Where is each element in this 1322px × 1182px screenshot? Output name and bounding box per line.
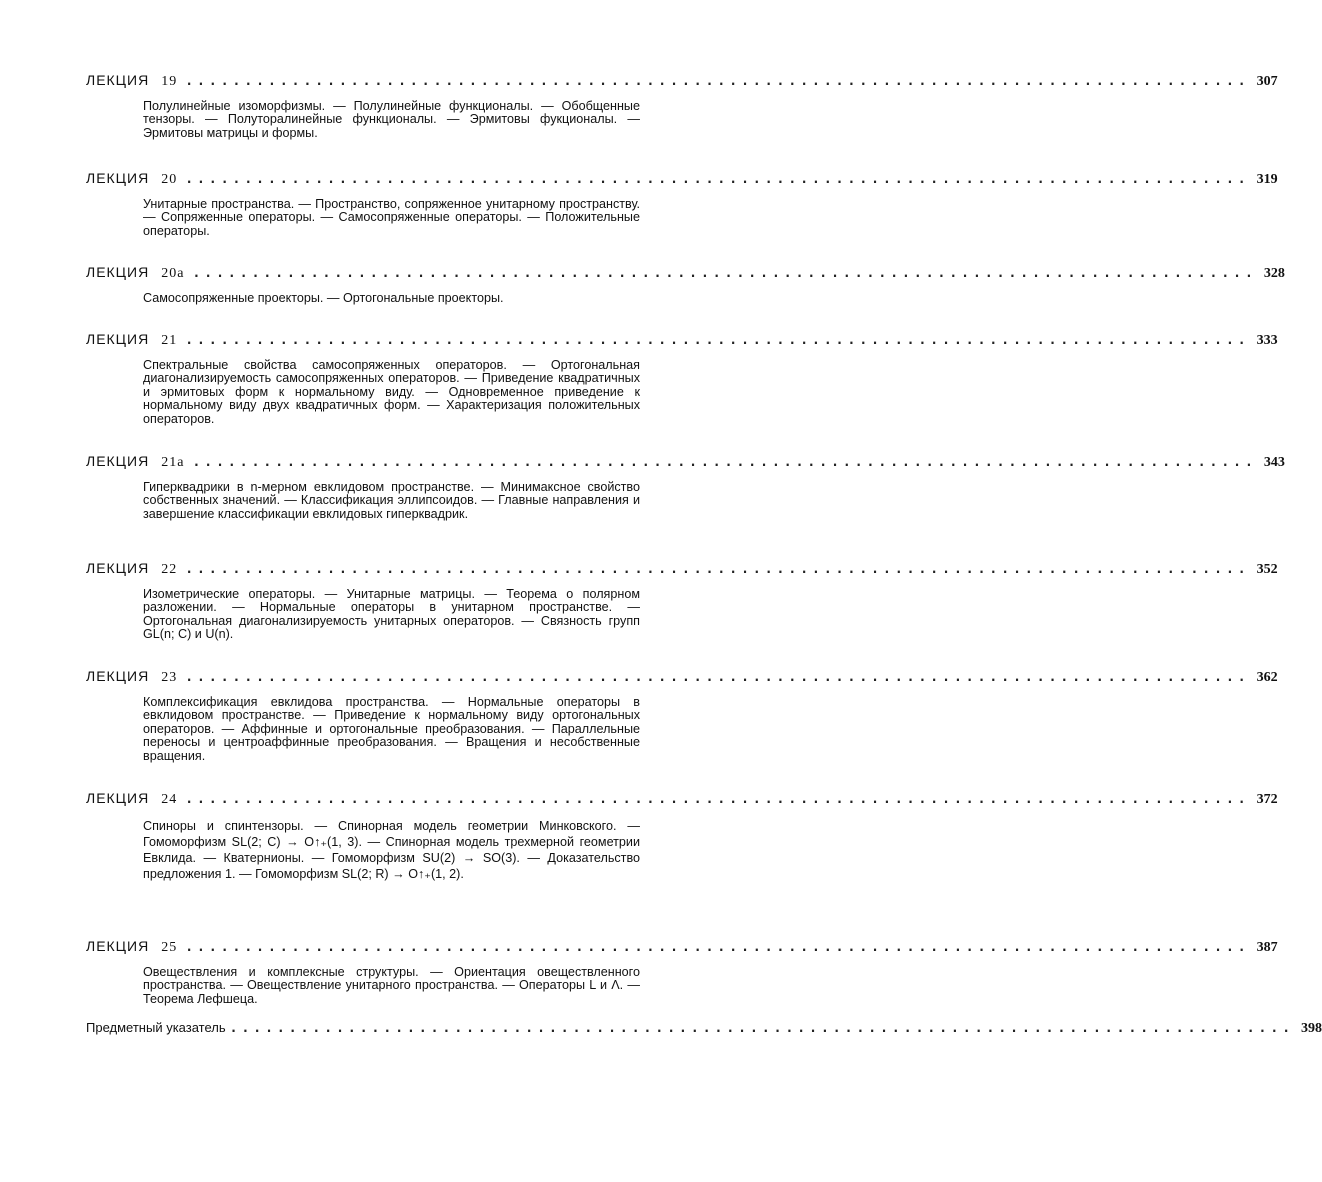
lecture-description: Полулинейные изоморфизмы. — Полулинейные функционалы. — Обобщенные тензоры. — Полуторалинейные функционалы. — Эрмитовы фукционалы. — Эрмитовы матрицы и формы. [143,99,640,140]
toc-entry-heading [86,264,1285,284]
toc-entry-lecture-22 [86,560,1278,642]
toc-entry-lecture-19 [86,72,1278,140]
lecture-label: ЛЕКЦИЯ 24 [86,790,178,807]
dot-leader: .......................................................................................... [185,792,1250,807]
page-number: 398 [1301,1021,1322,1036]
dot-leader: .......................................................................................... [185,940,1250,955]
toc-entry-heading [86,938,1278,958]
dot-leader: .......................................................................................... [185,670,1250,685]
page-number: 362 [1256,670,1278,685]
page-number: 307 [1256,74,1278,89]
toc-entry-subject-index [86,1020,1322,1040]
lecture-description: Спектральные свойства самосопряженных операторов. — Ортогональная диагонализируемость самосопряженных операторов. — Приведение квадратичных и эрмитовых форм к нормальному виду. — Одновременное приведение к нормальному виду двух квадратичных форм. — Характеризация положительных операторов. [143,358,640,426]
lecture-description: Самосопряженные проекторы. — Ортогональные проекторы. [143,291,504,305]
lecture-label: ЛЕКЦИЯ 19 [86,72,178,89]
toc-entry-heading [86,170,1278,190]
page-number: 352 [1256,562,1278,577]
subject-index-label: Предметный указатель [86,1020,226,1035]
page-number: 319 [1256,172,1278,187]
dot-leader: .......................................................................................... [229,1021,1295,1036]
lecture-label: ЛЕКЦИЯ 20 [86,170,178,187]
toc-entry-heading [86,790,1278,810]
lecture-label: ЛЕКЦИЯ 20а [86,264,185,281]
page-number: 372 [1256,792,1278,807]
lecture-label: ЛЕКЦИЯ 21 [86,331,178,348]
toc-entry-heading [86,668,1278,688]
lecture-description: Спиноры и спинтензоры. — Спинорная модель геометрии Минковского. — Гомоморфизм SL(2; C) → O↑₊(1, 3). — Спинорная модель трехмерной геометрии Евклида. — Кватернионы. — Гомоморфизм SU(2) → SO(3). — Доказательство предложения 1. — Гомоморфизм SL(2; R) → O↑₊(1, 2). [143,819,640,881]
page-number: 387 [1256,940,1278,955]
lecture-label: ЛЕКЦИЯ 21а [86,453,185,470]
toc-entry-lecture-25 [86,938,1278,1006]
lecture-label: ЛЕКЦИЯ 22 [86,560,178,577]
lecture-description: Изометрические операторы. — Унитарные матрицы. — Теорема о полярном разложении. — Нормальные операторы в унитарном пространстве. — Ортогональная диагонализируемость унитарных операторов. — Связность групп GL(n; C) и U(n). [143,587,640,642]
toc-entry-lecture-23 [86,668,1278,763]
dot-leader: .......................................................................................... [185,74,1250,89]
toc-entry-lecture-21 [86,331,1278,426]
lecture-label: ЛЕКЦИЯ 25 [86,938,178,955]
lecture-label: ЛЕКЦИЯ 23 [86,668,178,685]
toc-entry-heading [86,72,1278,92]
toc-entry-lecture-20 [86,170,1278,238]
toc-entry-lecture-24 [86,790,1278,882]
toc-entry-heading [86,560,1278,580]
toc-entry-heading [86,331,1278,351]
lecture-description: Овеществления и комплексные структуры. — Ориентация овеществленного пространства. — Овеществление унитарного пространства. — Операторы L и Λ. — Теорема Лефшеца. [143,965,640,1006]
dot-leader: .......................................................................................... [185,562,1250,577]
toc-entry-heading [86,453,1285,473]
toc-entry-lecture-20a [86,264,1285,305]
lecture-description: Гиперквадрики в n-мерном евклидовом пространстве. — Минимаксное свойство собственных значений. — Классификация эллипсоидов. — Главные направления и завершение классификации евклидовых гиперквадрик. [143,480,640,521]
dot-leader: .......................................................................................... [192,455,1257,470]
toc-entry-heading [86,1020,1322,1040]
dot-leader: .......................................................................................... [185,172,1250,187]
lecture-description: Унитарные пространства. — Пространство, сопряженное унитарному пространству. — Сопряженные операторы. — Самосопряженные операторы. — Положительные операторы. [143,197,640,238]
page-number: 343 [1263,455,1285,470]
page-number: 333 [1256,333,1278,348]
dot-leader: .......................................................................................... [185,333,1250,348]
toc-entry-lecture-21a [86,453,1285,521]
lecture-description: Комплексификация евклидова пространства. — Нормальные операторы в евклидовом пространстве. — Приведение к нормальному виду ортогональных операторов. — Аффинные и ортогональные преобразования. — Параллельные переносы и центроаффинные преобразования. — Вращения и несобственные вращения. [143,695,640,763]
page-number: 328 [1263,266,1285,281]
dot-leader: .......................................................................................... [192,266,1257,281]
